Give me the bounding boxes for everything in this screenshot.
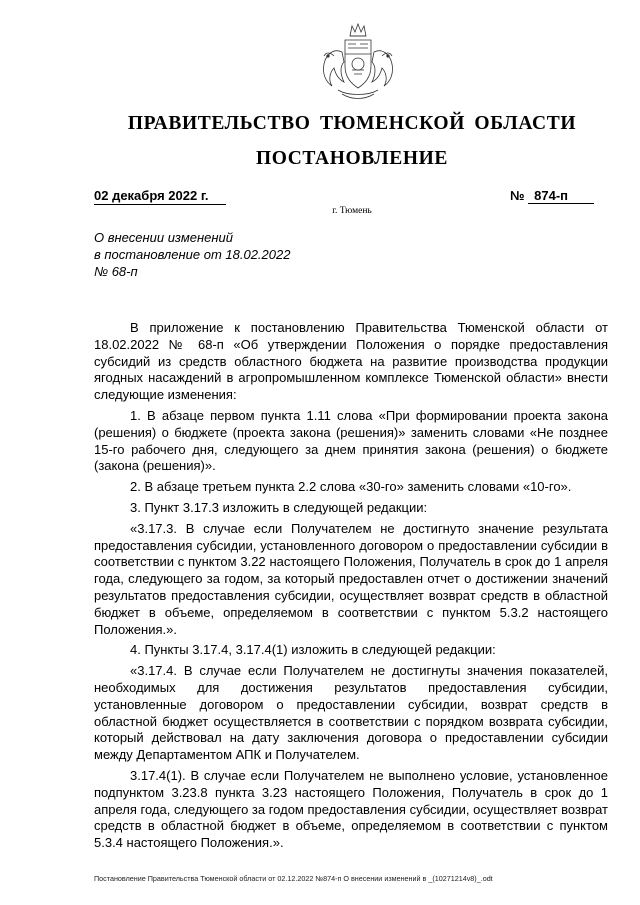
document-subject <box>94 229 290 280</box>
paragraph-item-1: 1. В абзаце первом пункта 1.11 слова «При формировании проекта закона (решения) о бюджете (проекта закона (решения)» заменить словами «Не позднее 15-го рабочего дня, следующего за днем принятия закона (решения) о бюджете (закона (решения)». <box>94 407 608 474</box>
paragraph-3-17-3: «3.17.3. В случае если Получателем не достигнуто значение результата предоставления субсидии, установленного договором о предоставлении субсидии в соответствии с пунктом 3.22 настоящего Положения, Получатель в срок до 1 апреля года, следующего за годом, за который предоставлен отчет о достижении значений результатов предоставления субсидии, осуществляет возврат средств в областной бюджет в объеме, определяемом в соответствии с пунктом 5.3.2 настоящего Положения.». <box>94 520 608 637</box>
paragraph-3-17-4: «3.17.4. В случае если Получателем не достигнуты значения показателей, необходимых для достижения результатов предоставления субсидии, установленные договором о предоставлении субсидии, возврат средств в областной бюджет осуществляется в соответствии с порядком возврата субсидии, который действовал на дату заключения договора о предоставлении субсидии между Департаментом АПК и Получателем. <box>94 663 608 763</box>
document-body <box>94 320 608 856</box>
subject-line: в постановление от 18.02.2022 <box>94 247 291 262</box>
document-number: 874-п <box>528 188 594 204</box>
paragraph-item-3: 3. Пункт 3.17.3 изложить в следующей редакции: <box>130 499 428 515</box>
subject-line: № 68-п <box>94 264 138 279</box>
paragraph-item-4: 4. Пункты 3.17.4, 3.17.4(1) изложить в следующей редакции: <box>130 642 496 658</box>
city: г. Тюмень <box>332 206 372 216</box>
document-type: ПОСТАНОВЛЕНИЕ <box>255 148 449 169</box>
document-date: 02 декабря 2022 г. <box>94 188 226 205</box>
number-sign: № <box>510 188 525 203</box>
paragraph-intro: В приложение к постановлению Правительства Тюменской области от 18.02.2022 № 68-п «Об утверждении Положения о порядке предоставления субсидий из средств областного бюджета на развитие производства продукции ягодных насаждений в агропромышленном комплексе Тюменской области» внести следующие изменения: <box>94 320 608 403</box>
subject-line: О внесении изменений <box>94 230 233 245</box>
coat-of-arms-icon <box>312 22 404 102</box>
paragraph-3-17-4-1: 3.17.4(1). В случае если Получателем не выполнено условие, установленное подпунктом 3.23.8 пункта 3.23 настоящего Положения, Получатель в срок до 1 апреля года, следующего за годом предоставления субсидии, осуществляет возврат средств в областной бюджет в объеме, определяемом в соответствии с пунктом 5.3.4 настоящего Положения.». <box>94 767 609 851</box>
government-title: ПРАВИТЕЛЬСТВО ТЮМЕНСКОЙ ОБЛАСТИ <box>127 113 577 134</box>
document-number-block <box>510 188 594 204</box>
paragraph-item-2: 2. В абзаце третьем пункта 2.2 слова «30-го» заменить словами «10-го». <box>130 479 572 495</box>
page-footer: Постановление Правительства Тюменской области от 02.12.2022 №874-п О внесении изменений в _(10271214v8)_.odt <box>94 874 493 883</box>
